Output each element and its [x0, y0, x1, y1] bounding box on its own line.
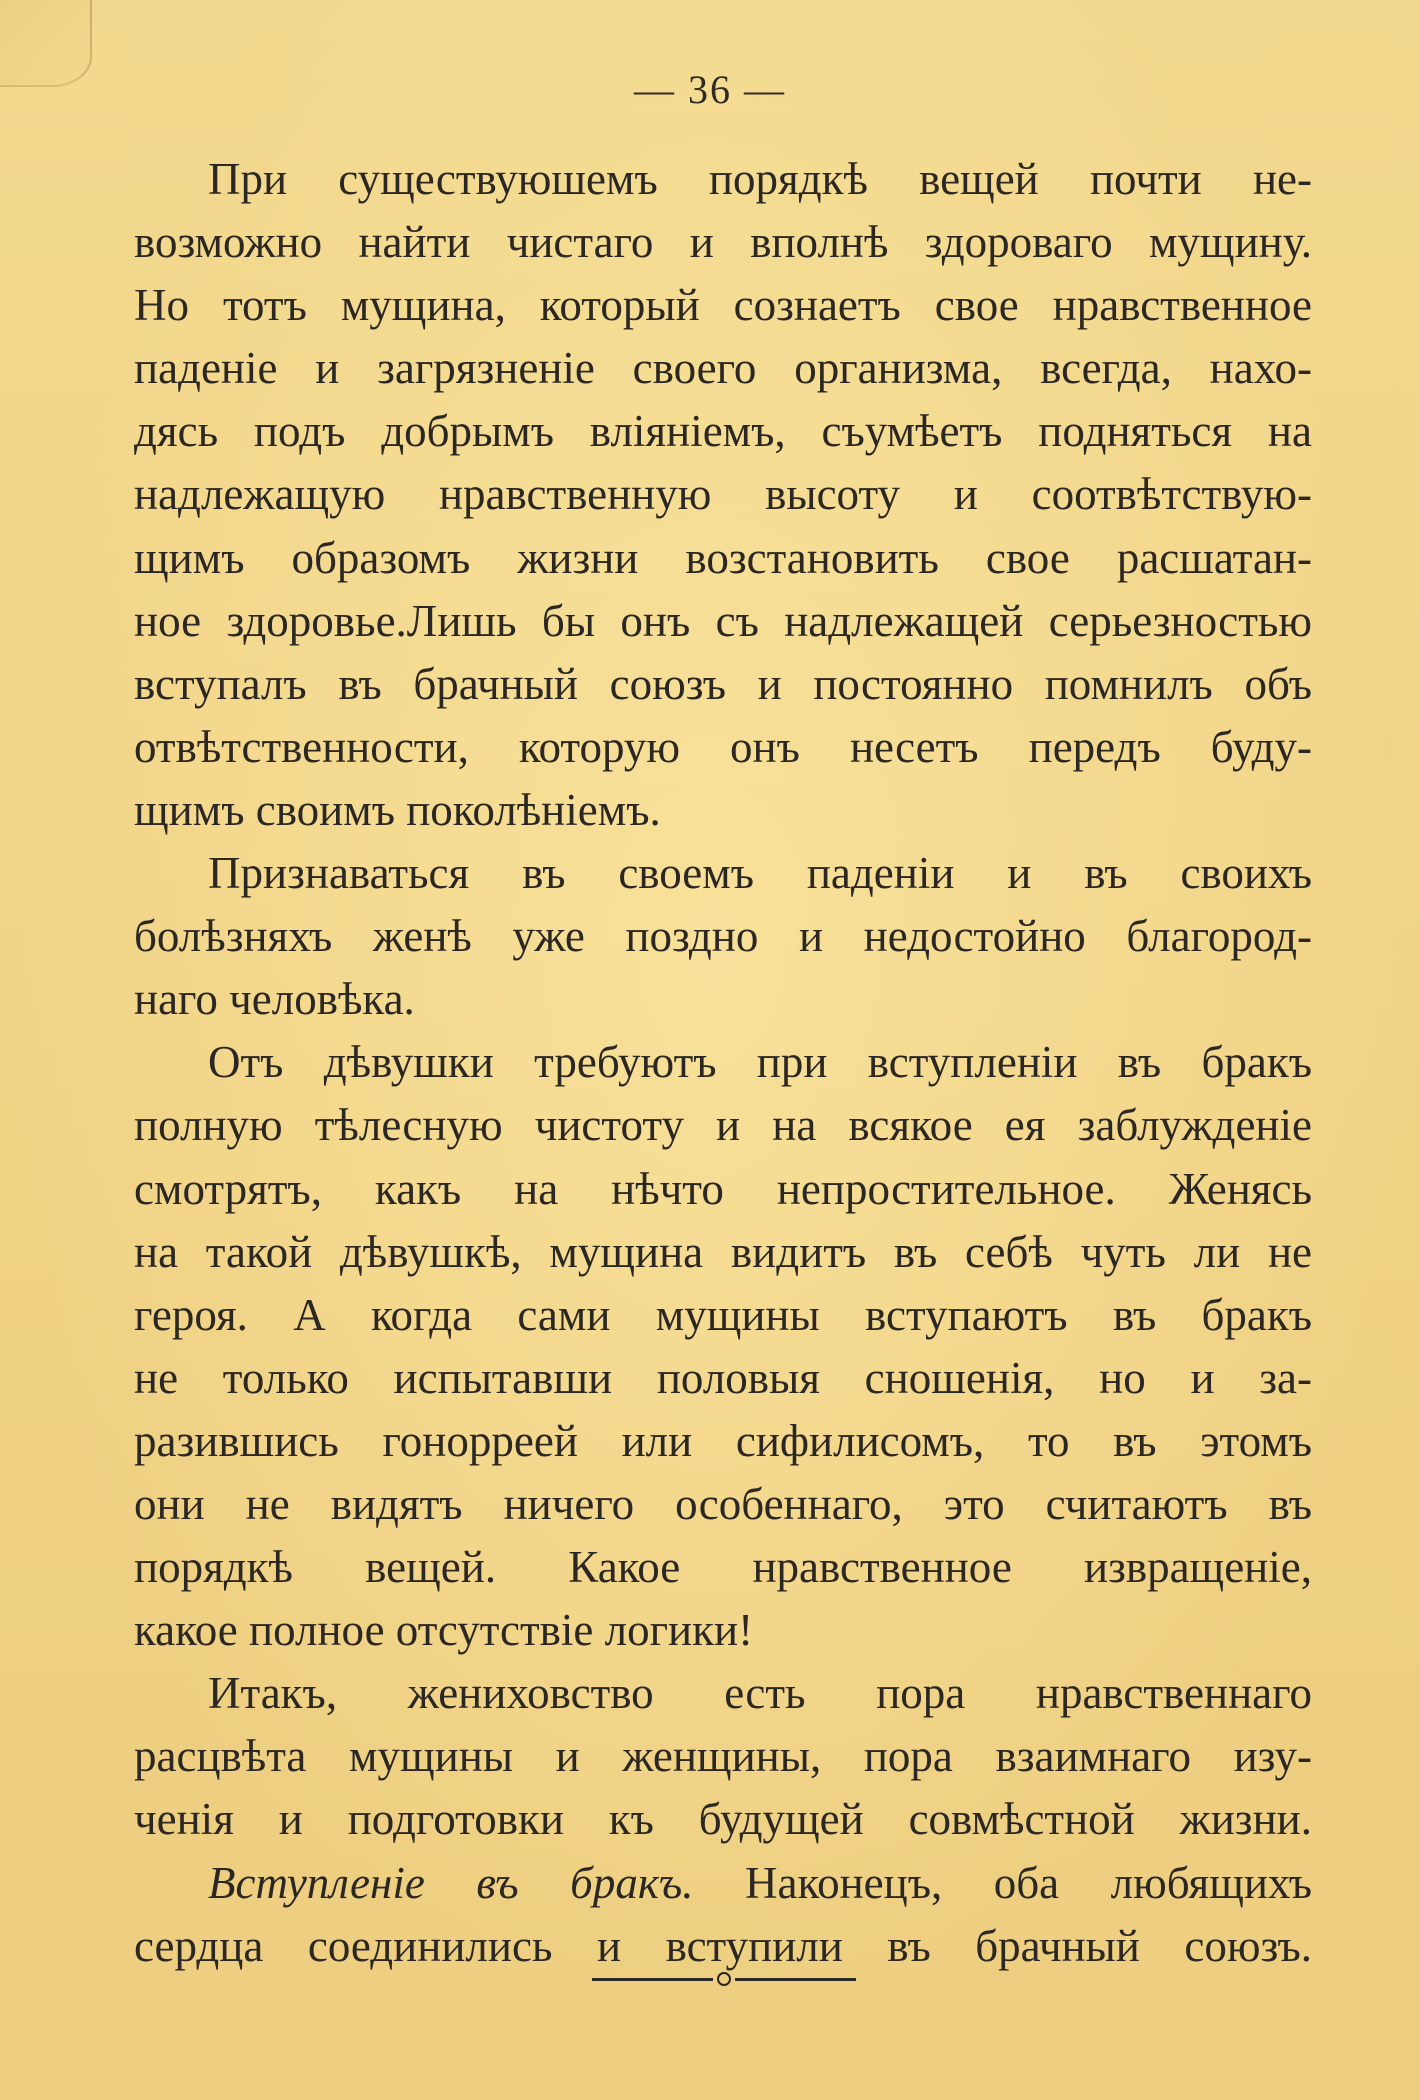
text-line: возможно найти чистаго и вполнѣ здороваго мущину. [134, 217, 1312, 268]
text-run: Наконецъ, оба любящихъ [693, 1857, 1312, 1908]
text-line: ченія и подготовки къ будущей совмѣстной жизни. [134, 1794, 1312, 1845]
text-line: разившись гонорреей или сифилисомъ, то въ этомъ [134, 1415, 1312, 1466]
text-line: не только испытавши половыя сношенія, но и за- [134, 1352, 1312, 1403]
text-line: полную тѣлесную чистоту и на всякое ея заблужденіе [134, 1100, 1312, 1151]
text-line: они не видятъ ничего особеннаго, это считаютъ въ [134, 1478, 1312, 1529]
text-line: Отъ дѣвушки требуютъ при вступленіи въ бракъ [208, 1037, 1312, 1088]
text-line: ное здоровье.Лишь бы онъ съ надлежащей серьезностью [134, 595, 1312, 646]
section-heading-italic: Вступленіе въ бракъ. [208, 1857, 694, 1908]
text-line: отвѣтственности, которую онъ несетъ передъ буду- [134, 721, 1312, 772]
ornament-rule-right [735, 1978, 856, 1981]
text-line [134, 1852, 1312, 1915]
text-line: болѣзняхъ женѣ уже поздно и недостойно благород- [134, 911, 1312, 962]
body-text [134, 148, 1312, 1978]
text-line: При существуюшемъ порядкѣ вещей почти не- [208, 154, 1312, 204]
text-line: героя. А когда сами мущины вступаютъ въ бракъ [134, 1289, 1312, 1340]
text-line: порядкѣ вещей. Какое нравственное извращеніе, [134, 1542, 1312, 1593]
ornament-ring-icon [717, 1972, 731, 1986]
text-line: Признаваться въ своемъ паденіи и въ своихъ [208, 848, 1312, 899]
text-line: надлежащую нравственную высоту и соотвѣтствую- [134, 469, 1312, 520]
text-line: вступалъ въ брачный союзъ и постоянно помнилъ объ [134, 658, 1312, 709]
page-number: — 36 — [634, 67, 786, 112]
text-line: какое полное отсутствіе логики! [134, 1605, 754, 1656]
text-line: щимъ своимъ поколѣніемъ. [134, 784, 661, 835]
text-line: наго человѣка. [134, 974, 415, 1025]
end-ornament [592, 1972, 856, 1986]
text-line: Но тотъ мущина, который сознаетъ свое нравственное [134, 280, 1312, 331]
text-line: расцвѣта мущины и женщины, пора взаимнаго изу- [134, 1731, 1312, 1782]
text-line: щимъ образомъ жизни возстановить свое расшатан- [134, 532, 1312, 583]
text-line: дясь подъ добрымъ вліяніемъ, съумѣетъ подняться на [134, 406, 1312, 457]
text-line: на такой дѣвушкѣ, мущина видитъ въ себѣ чуть ли не [134, 1226, 1312, 1277]
text-line: Итакъ, жениховство есть пора нравственнаго [208, 1668, 1312, 1719]
text-line: сердца соединились и вступили въ брачный союзъ. [134, 1920, 1312, 1971]
ornament-rule-left [592, 1978, 713, 1981]
text-line: смотрятъ, какъ на нѣчто непростительное. Женясь [134, 1163, 1312, 1214]
text-line: паденіе и загрязненіе своего организма, всегда, нахо- [134, 343, 1312, 394]
